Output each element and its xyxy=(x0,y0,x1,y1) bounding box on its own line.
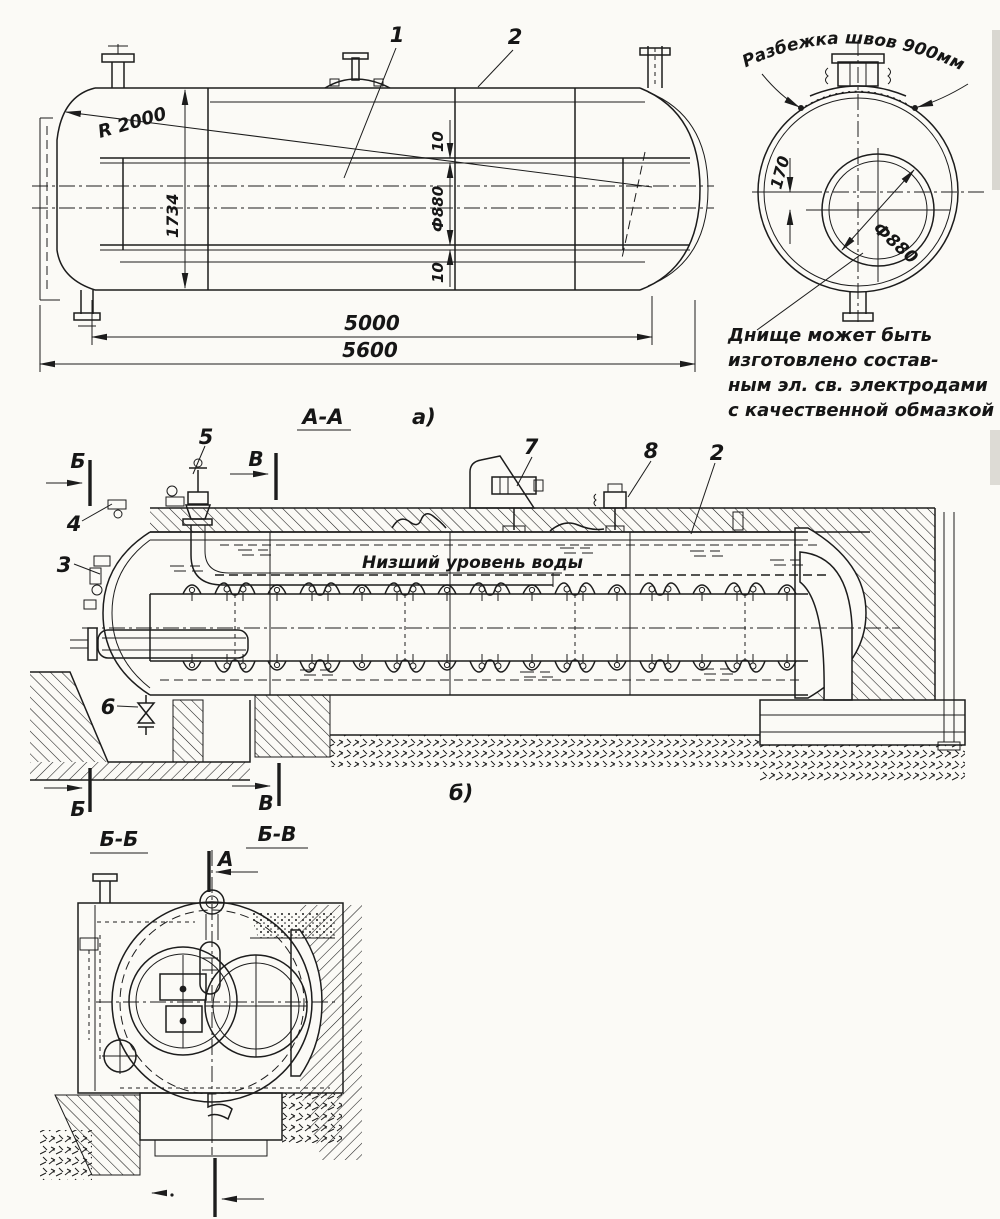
flue-dia-dimension xyxy=(842,170,921,268)
end-view xyxy=(727,28,995,421)
offset-label: 170 xyxy=(766,153,794,192)
length-dimensions xyxy=(40,296,695,372)
callout-8: 8 xyxy=(643,439,659,463)
cut-a-label: А xyxy=(218,847,234,871)
front-mud-pipe xyxy=(70,628,248,660)
bottom-nozzle xyxy=(74,290,100,326)
panel-b-label: б) xyxy=(449,781,474,805)
flue-silhouette xyxy=(100,152,690,258)
bottom-note xyxy=(727,253,995,421)
cut-v-top: В xyxy=(248,447,264,471)
section-bv-title: Б-В xyxy=(257,822,297,846)
section-titles xyxy=(90,405,473,853)
note-line-4: с качественной обмазкой xyxy=(728,400,995,421)
plate-bottom-label: 10 xyxy=(429,262,447,283)
len-inner-label: 5000 xyxy=(344,311,400,335)
water-level-note: Низший уровень воды xyxy=(362,553,583,573)
section-bb-title: Б-Б xyxy=(99,827,139,851)
callout-6: 6 xyxy=(100,695,116,719)
furnace-flue-circle xyxy=(129,947,237,1055)
cut-b-bottom: Б xyxy=(70,797,86,821)
svg-text:Разбежка швов 900мм xyxy=(739,28,967,75)
panel-a-label: а) xyxy=(412,405,436,429)
installation-view xyxy=(30,425,965,821)
callout-4: 4 xyxy=(66,512,82,536)
end-flue-dia-label: Ф880 xyxy=(868,218,922,269)
part-callouts xyxy=(344,23,522,178)
blowdown-valve-6 xyxy=(138,695,154,735)
shell-course-lines xyxy=(120,88,645,290)
callout-1: 1 xyxy=(389,23,405,47)
right-brick-wall xyxy=(795,508,960,750)
centerlines xyxy=(32,186,714,208)
seam-note xyxy=(739,28,968,107)
plate-top-label: 10 xyxy=(429,131,447,152)
top-nozzle-right xyxy=(640,46,670,88)
offset-dimension xyxy=(762,154,812,244)
note-line-1: Днище может быть xyxy=(728,325,933,346)
water-level xyxy=(170,548,828,677)
seam-note-text: Разбежка швов 900мм xyxy=(739,28,968,76)
radius-dimension xyxy=(66,103,652,187)
note-line-2: изготовлено состав- xyxy=(728,350,939,371)
note-line-3: ным эл. св. электродами xyxy=(728,375,988,396)
longitudinal-view xyxy=(32,23,714,372)
top-nozzle-left xyxy=(102,44,134,88)
cut-a-mark xyxy=(209,847,258,892)
bottom-cut-mark xyxy=(152,1158,264,1217)
callout-2b: 2 xyxy=(709,441,725,465)
callout-3: 3 xyxy=(56,553,72,577)
callout-5: 5 xyxy=(198,425,214,449)
brick-top-band xyxy=(150,508,935,532)
flue-dia-label: Ф880 xyxy=(429,185,447,232)
cut-b-top: Б xyxy=(70,449,86,473)
callout-2: 2 xyxy=(507,25,523,49)
base-and-pit xyxy=(40,1093,342,1180)
height-label: 1734 xyxy=(163,193,182,238)
section-aa-title: А-А xyxy=(302,405,344,429)
cut-v-bottom: В xyxy=(258,791,274,815)
callout-7: 7 xyxy=(523,435,539,459)
radius-label: R 2000 xyxy=(95,103,169,143)
flue-circles xyxy=(806,148,950,282)
center-pier-and-ground xyxy=(255,695,965,782)
left-pipe-circle xyxy=(102,1038,138,1074)
len-outer-label: 5600 xyxy=(342,338,398,362)
bb-bv-section-view xyxy=(40,847,362,1217)
manhole-clamp xyxy=(325,53,390,88)
